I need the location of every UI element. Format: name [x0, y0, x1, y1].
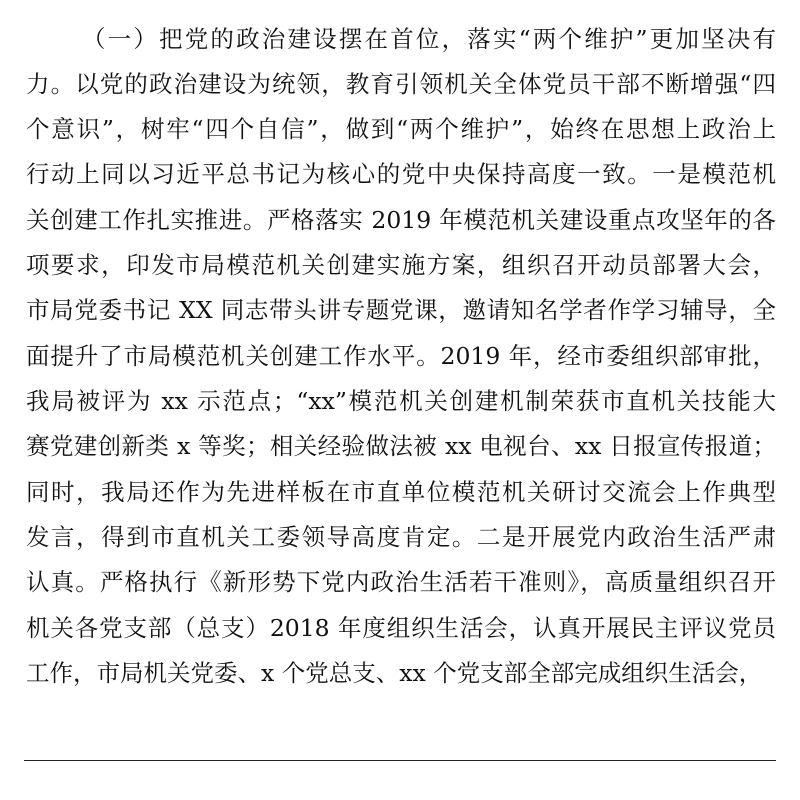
- paragraph-line-12: 发言，得到市直机关工委领导高度肯定。二是开展党内政治生活严肃: [26, 523, 776, 551]
- paragraph-line-7: 市局党委书记 XX 同志带头讲专题党课，邀请知名学者作学习辅导，全: [26, 296, 776, 324]
- footer-divider: [24, 760, 776, 761]
- paragraph-line-10: 赛党建创新类 x 等奖；相关经验做法被 xx 电视台、xx 日报宣传报道；: [26, 432, 776, 460]
- paragraph-line-13: 认真。严格执行《新形势下党内政治生活若干准则》，高质量组织召开: [26, 568, 776, 596]
- paragraph-line-15: 工作，市局机关党委、x 个党总支、xx 个党支部全部完成组织生活会，: [26, 659, 763, 687]
- paragraph-line-9: 我局被评为 xx 示范点；“xx”模范机关创建机制荣获市直机关技能大: [26, 387, 776, 415]
- paragraph-line-11: 同时，我局还作为先进样板在市直单位模范机关研讨交流会上作典型: [26, 478, 776, 506]
- paragraph-line-5: 关创建工作扎实推进。严格落实 2019 年模范机关建设重点攻坚年的各: [26, 206, 776, 234]
- paragraph-line-14: 机关各党支部（总支）2018 年度组织生活会，认真开展民主评议党员: [26, 614, 776, 642]
- paragraph-line-8: 面提升了市局模范机关创建工作水平。2019 年，经市委组织部审批，: [26, 342, 776, 370]
- paragraph-line-3: 个意识”，树牢“四个自信”，做到“两个维护”，始终在思想上政治上: [26, 115, 776, 143]
- paragraph-line-1: （一）把党的政治建设摆在首位，落实“两个维护”更加坚决有: [82, 25, 776, 53]
- paragraph-line-6: 项要求，印发市局模范机关创建实施方案，组织召开动员部署大会，: [26, 251, 776, 279]
- paragraph-line-4: 行动上同以习近平总书记为核心的党中央保持高度一致。一是模范机: [26, 160, 776, 188]
- paragraph-line-2: 力。以党的政治建设为统领，教育引领机关全体党员干部不断增强“四: [26, 70, 776, 98]
